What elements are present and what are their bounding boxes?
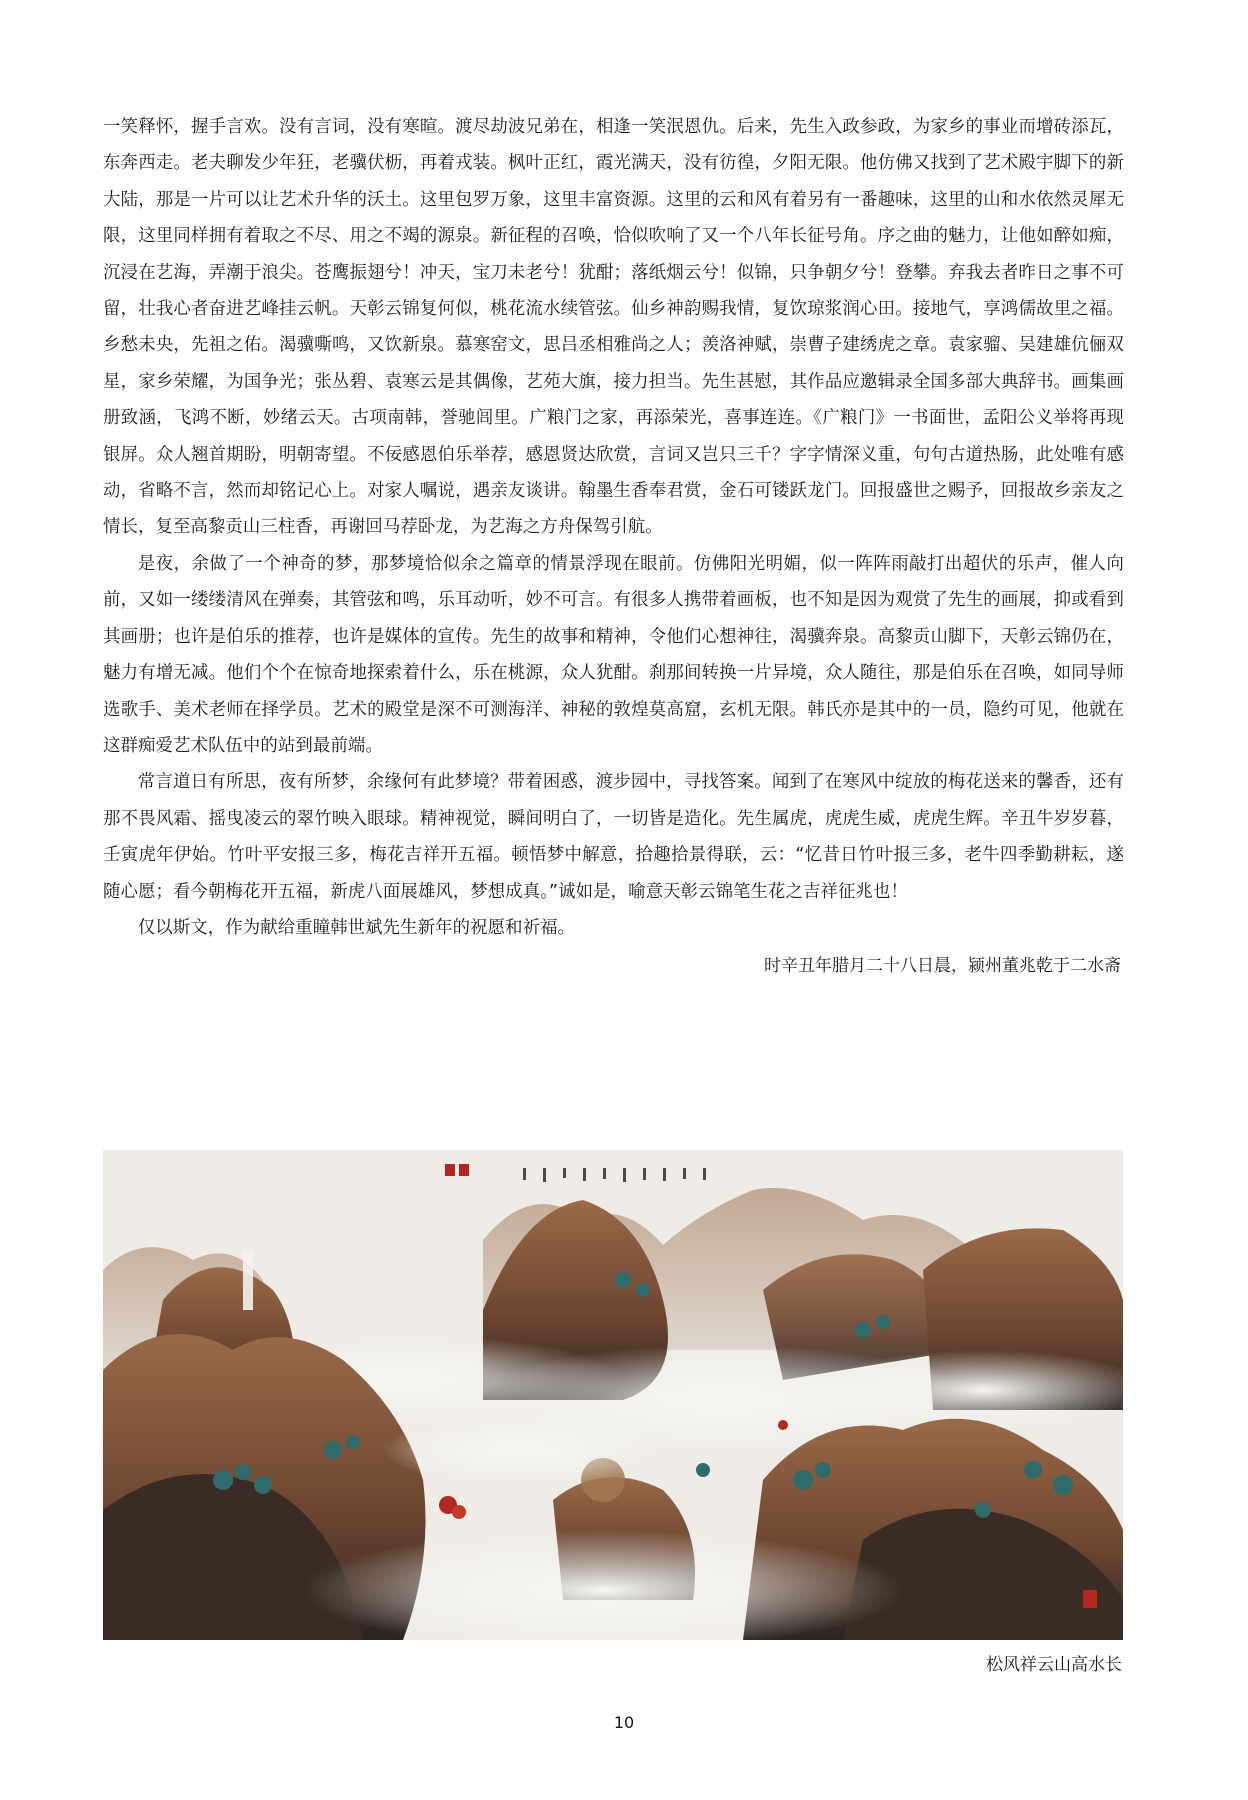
author-signature: 时辛丑年腊月二十八日晨，颍州董兆乾于二水斋 — [764, 956, 1121, 976]
landscape-painting — [103, 1150, 1123, 1640]
landscape-painting-image — [103, 1150, 1123, 1640]
paragraph-1: 一笑释怀，握手言欢。没有言词，没有寒暄。渡尽劫波兄弟在，相逢一笑泯恩仇。后来，先生入政参政，为家乡的事业而增砖添瓦，东奔西走。老夫聊发少年狂，老骥伏枥，再着戎装。枫叶正红，霞光满天，没有彷徨，夕阳无限。他仿佛又找到了艺术殿宇脚下的新大陆，那是一片可以让艺术升华的沃土。这里包罗万象，这里丰富资源。这里的云和风有着另有一番趣味，这里的山和水依然灵犀无限，这里同样拥有着取之不尽、用之不竭的源泉。新征程的召唤，恰似吹响了又一个八年长征号角。序之曲的魅力，让他如醉如痴，沉浸在艺海，弄潮于浪尖。苍鹰振翅兮！冲天，宝刀未老兮！犹酣；落纸烟云兮！似锦，只争朝夕兮！登攀。弃我去者昨日之事不可留，壮我心者奋进艺峰挂云帆。天彰云锦复何似，桃花流水续管弦。仙乡神韵赐我情，复饮琼浆润心田。接地气，享鸿儒故里之福。乡愁未央，先祖之佑。渴骥嘶鸣，又饮新泉。慕寒窑文，思吕丞相雅尚之人；羡洛神赋，崇曹子建绣虎之章。袁家骝、吴建雄伉俪双星，家乡荣耀，为国争光；张丛碧、袁寒云是其偶像，艺苑大旗，接力担当。先生甚慰，其作品应邀辑录全国多部大典辞书。画集画册致涵，飞鸿不断，妙绪云天。古项南韩，誉驰闾里。广粮门之家，再添荣光，喜事连连。《广粮门》一书面世，孟阳公义举将再现银屏。众人翘首期盼，明朝寄望。不佞感恩伯乐举荐，感恩贤达欣赏，言词又岂只三千？字字情深义重，句句古道热肠，此处唯有感动，省略不言，然而却铭记心上。对家人嘱说，遇亲友谈讲。翰墨生香奉君赏，金石可镂跃龙门。回报盛世之赐予，回报故乡亲友之情长，复至高黎贡山三柱香，再谢回马荐卧龙，为艺海之方舟保驾引航。 — [103, 117, 1124, 538]
paragraph-4: 仅以斯文，作为献给重瞳韩世斌先生新年的祝愿和祈福。 — [137, 917, 576, 938]
paragraph-2: 是夜，余做了一个神奇的梦，那梦境恰似余之篇章的情景浮现在眼前。仿佛阳光明媚，似一阵阵雨敲打出超伏的乐声，催人向前，又如一缕缕清风在弹奏，其管弦和鸣，乐耳动听，妙不可言。有很多人携带着画板，也不知是因为观赏了先生的画展，抑或看到其画册；也许是伯乐的推荐，也许是媒体的宣传。先生的故事和精神，令他们心想神往，渴骥奔泉。高黎贡山脚下，天彰云锦仍在，魅力有增无减。他们个个在惊奇地探索着什么，乐在桃源，众人犹酣。刹那间转换一片异境，众人随往，那是伯乐在召唤，如同导师选歌手、美术老师在择学员。艺术的殿堂是深不可测海洋、神秘的敦煌莫高窟，玄机无限。韩氏亦是其中的一员，隐约可见，他就在这群痴爱艺术队伍中的站到最前端。 — [103, 553, 1124, 756]
paragraph-3: 常言道日有所思，夜有所梦，余缘何有此梦境？带着困惑，渡步园中，寻找答案。闻到了在寒风中绽放的梅花送来的馨香，还有那不畏风霜、摇曳凌云的翠竹映入眼球。精神视觉，瞬间明白了，一切皆是造化。先生属虎，虎虎生威，虎虎生辉。辛丑牛岁岁暮，壬寅虎年伊始。竹叶平安报三多，梅花吉祥开五福。顿悟梦中解意，拾趣拾景得联，云：“忆昔日竹叶报三多，老牛四季勤耕耘，遂随心愿；看今朝梅花开五福，新虎八面展雄风，梦想成真。”诚如是，喻意天彰云锦笔生花之吉祥征兆也！ — [103, 772, 1124, 902]
article-body — [103, 109, 1124, 946]
painting-caption: 松风祥云山高水长 — [986, 1655, 1122, 1675]
page-number: 10 — [613, 1713, 635, 1732]
